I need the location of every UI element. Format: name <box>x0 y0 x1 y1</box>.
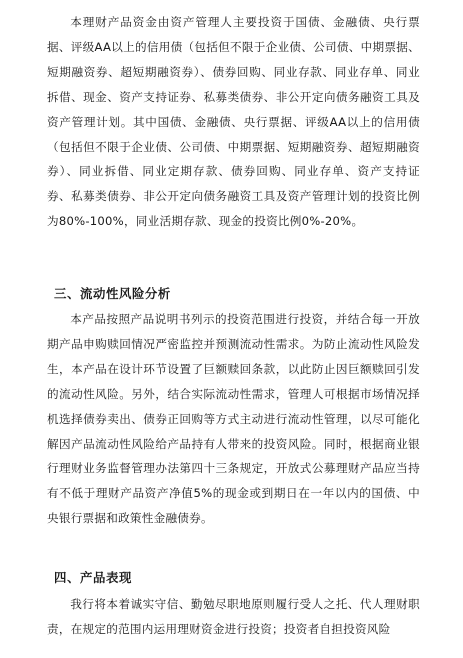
product-performance-paragraph: 我行将本着诚实守信、勤勉尽职地原则履行受人之托、代人理财职责，在规定的范围内运用理财资金进行投资；投资者自担投资风险 <box>47 597 420 636</box>
section-heading-liquidity-risk: 三、流动性风险分析 <box>54 286 171 301</box>
investment-scope-paragraph: 本理财产品资金由资产管理人主要投资于国债、金融债、央行票据、评级AA以上的信用债（包括但不限于企业债、公司债、中期票据、短期融资券、超短期融资券）、债券回购、同业存款、同业存单、同业拆借、现金、资产支持证券、私募类债券、非公开定向债务融资工具及资产管理计划。其中国债、金融债、央行票据、评级AA以上的信用债（包括但不限于企业债、公司债、中期票据、短期融资券、超短期融资券）、同业拆借、同业定期存款、债券回购、同业存单、资产支持证券、私募类债券、非公开定向债务融资工具及资产管理计划的投资比例为80%-100%，同业活期存款、现金的投资比例0%-20%。 <box>47 15 420 229</box>
section-heading-product-performance: 四、产品表现 <box>54 570 132 585</box>
liquidity-risk-paragraph: 本产品按照产品说明书列示的投资范围进行投资，并结合每一开放期产品申购赎回情况严密监控并预测流动性需求。为防止流动性风险发生，本产品在设计环节设置了巨额赎回条款，以此防止因巨额赎回引发的流动性风险。另外，结合实际流动性需求，管理人可根据市场情况择机选择债券卖出、债券正回购等方式主动进行流动性管理，以尽可能化解因产品流动性风险给产品持有人带来的投资风险。同时，根据商业银行理财业务监督管理办法第四十三条规定，开放式公募理财产品应当持有不低于理财产品资产净值5%的现金或到期日在一年以内的国债、中央银行票据和政策性金融债券。 <box>47 312 420 526</box>
